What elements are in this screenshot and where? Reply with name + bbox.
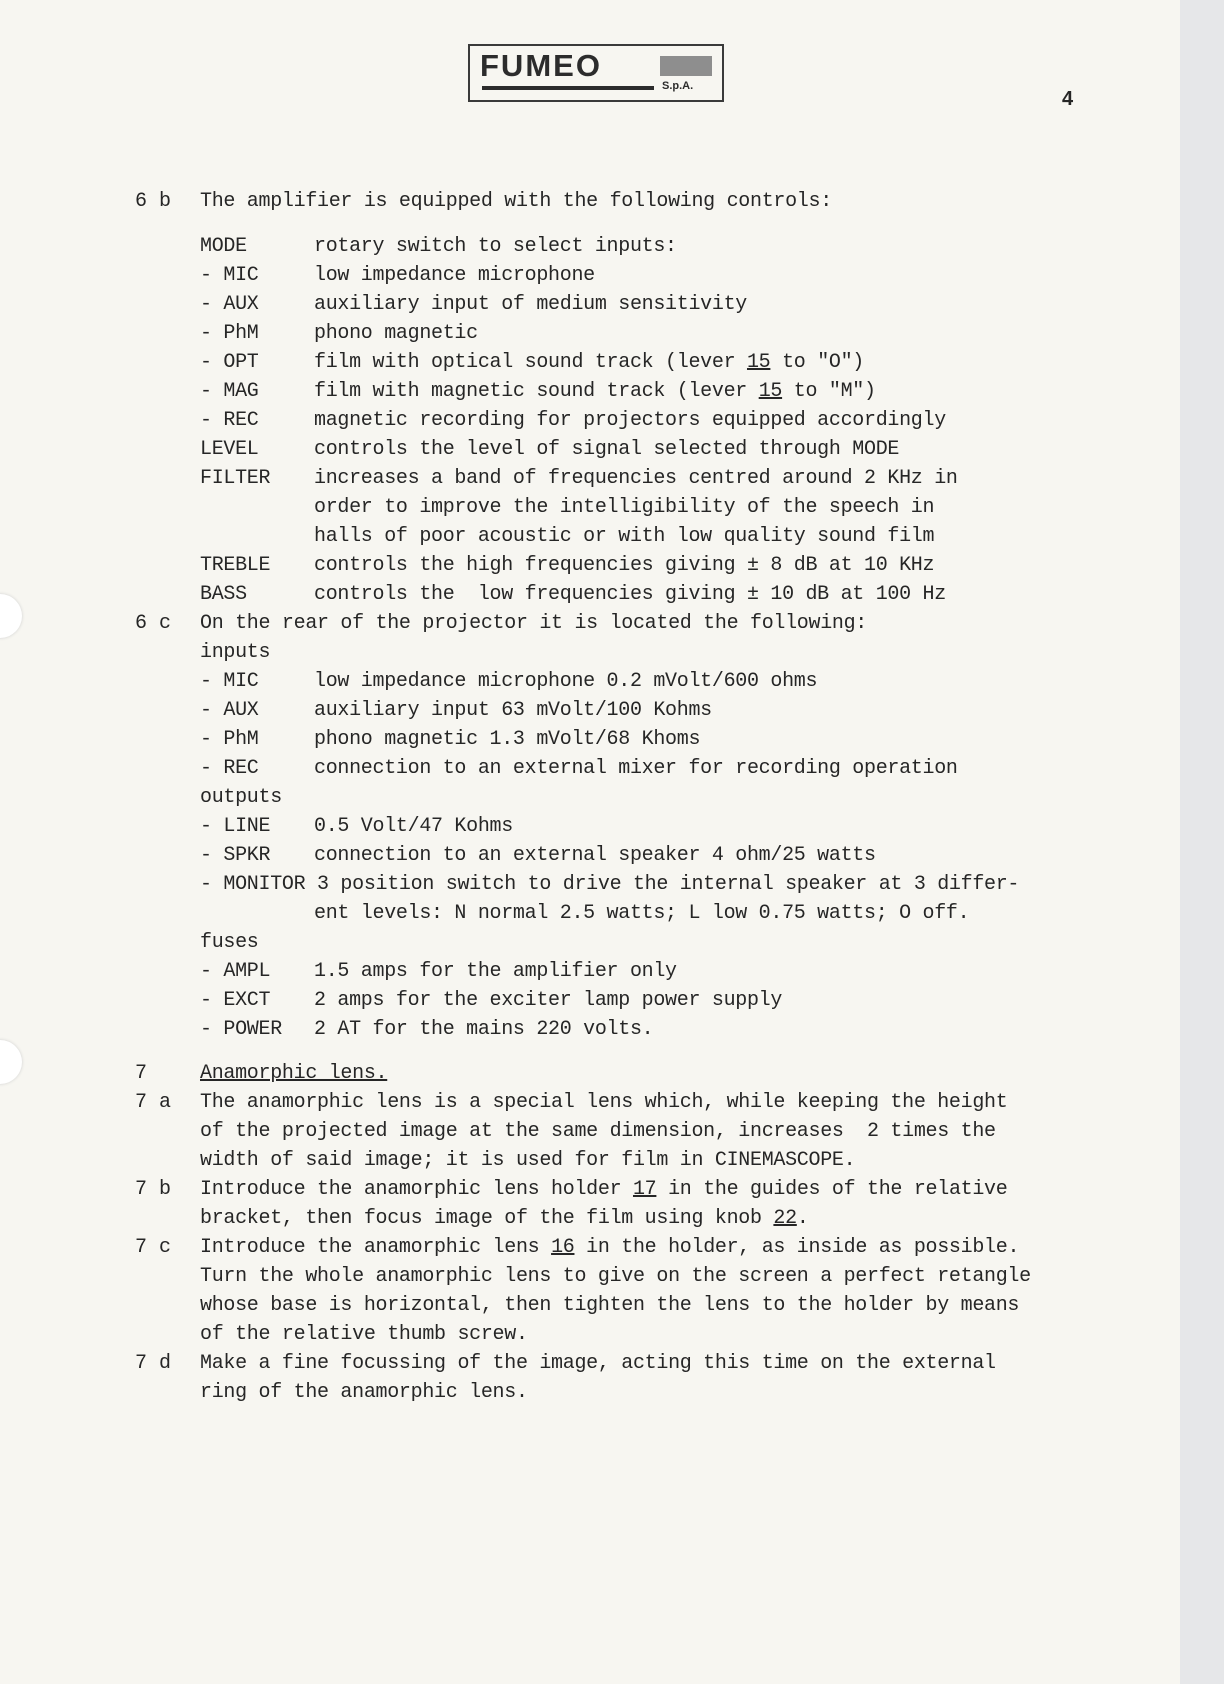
punch-hole-upper	[0, 594, 22, 638]
inputs-heading: inputs	[200, 641, 271, 664]
fuse-label-exct: - EXCT	[200, 989, 271, 1012]
input-label-aux: - AUX	[200, 699, 259, 722]
control-desc-treble: controls the high frequencies giving ± 8 dB at 10 KHz	[314, 554, 935, 577]
control-label-mode: MODE	[200, 235, 247, 258]
control-desc-aux: auxiliary input of medium sensitivity	[314, 293, 747, 316]
section-7b-line-2-end: .	[796, 1207, 809, 1230]
section-7d-line-1: Make a fine focussing of the image, acting this time on the external	[200, 1352, 996, 1375]
logo-suffix: S.p.A.	[662, 80, 694, 92]
section-7-title: Anamorphic lens.	[200, 1062, 388, 1085]
section-7c-number: 7 c	[135, 1236, 172, 1259]
output-label-line: - LINE	[200, 815, 271, 838]
section-7b-number: 7 b	[135, 1178, 172, 1201]
section-6c-intro: On the rear of the projector it is located the following:	[200, 612, 868, 635]
control-desc-phm: phono magnetic	[314, 322, 478, 345]
knob-ref: 22	[773, 1207, 797, 1230]
section-7b-line-1-end: in the guides of the relative	[656, 1178, 1008, 1201]
logo-block-mark	[660, 56, 712, 76]
control-label-opt: - OPT	[200, 351, 259, 374]
mag-desc-start: film with magnetic sound track (lever	[314, 380, 759, 403]
output-monitor-line-1: - MONITOR 3 position switch to drive the internal speaker at 3 differ-	[200, 873, 1020, 896]
input-desc-rec: connection to an external mixer for recording operation	[314, 757, 958, 780]
section-7b-line-2-start: bracket, then focus image of the film using knob	[200, 1207, 774, 1230]
section-7a-line-2: of the projected image at the same dimension, increases 2 times the	[200, 1120, 996, 1143]
logo-underline-bar	[482, 86, 654, 90]
control-label-treble: TREBLE	[200, 554, 271, 577]
fuse-desc-power: 2 AT for the mains 220 volts.	[314, 1018, 654, 1041]
input-label-rec: - REC	[200, 757, 259, 780]
fuse-desc-ampl: 1.5 amps for the amplifier only	[314, 960, 677, 983]
section-6b-number: 6 b	[135, 190, 172, 213]
fuse-label-ampl: - AMPL	[200, 960, 271, 983]
outputs-heading: outputs	[200, 786, 282, 809]
control-desc-filter-1: increases a band of frequencies centred around 2 KHz in	[314, 467, 958, 490]
section-7c-line-1-end: in the holder, as inside as possible.	[574, 1236, 1020, 1259]
control-label-phm: - PhM	[200, 322, 259, 345]
control-desc-mic: low impedance microphone	[314, 264, 595, 287]
control-label-mic: - MIC	[200, 264, 259, 287]
opt-desc-start: film with optical sound track (lever	[314, 351, 747, 374]
mag-lever-ref: 15	[758, 380, 783, 403]
section-7a-line-1: The anamorphic lens is a special lens which, while keeping the height	[200, 1091, 1008, 1114]
control-desc-mode: rotary switch to select inputs:	[314, 235, 677, 258]
control-desc-opt	[314, 349, 864, 377]
control-label-rec: - REC	[200, 409, 259, 432]
holder-ref: 17	[632, 1178, 657, 1201]
input-desc-mic: low impedance microphone 0.2 mVolt/600 ohms	[314, 670, 818, 693]
input-label-mic: - MIC	[200, 670, 259, 693]
section-7d-line-2: ring of the anamorphic lens.	[200, 1381, 528, 1404]
control-label-level: LEVEL	[200, 438, 259, 461]
section-7a-line-3: width of said image; it is used for film in CINEMASCOPE.	[200, 1149, 856, 1172]
control-label-mag: - MAG	[200, 380, 259, 403]
section-7c-line-3: whose base is horizontal, then tighten the lens to the holder by means	[200, 1294, 1020, 1317]
control-desc-mag	[314, 378, 876, 406]
control-label-filter: FILTER	[200, 467, 271, 490]
output-desc-line: 0.5 Volt/47 Kohms	[314, 815, 513, 838]
punch-hole-lower	[0, 1040, 22, 1084]
input-desc-aux: auxiliary input 63 mVolt/100 Kohms	[314, 699, 712, 722]
opt-lever-ref: 15	[746, 351, 771, 374]
fuses-heading: fuses	[200, 931, 259, 954]
logo-wordmark: FUMEO	[480, 48, 602, 83]
section-7c-line-1	[200, 1234, 1019, 1262]
input-label-phm: - PhM	[200, 728, 259, 751]
control-desc-bass: controls the low frequencies giving ± 10 dB at 100 Hz	[314, 583, 946, 606]
page-number: 4	[1062, 88, 1074, 110]
section-7-number: 7	[135, 1062, 148, 1085]
section-7c-line-1-start: Introduce the anamorphic lens	[200, 1236, 552, 1259]
section-6c-number: 6 c	[135, 612, 172, 635]
section-7c-line-2: Turn the whole anamorphic lens to give on the screen a perfect retangle	[200, 1265, 1031, 1288]
control-desc-level: controls the level of signal selected through MODE	[314, 438, 900, 461]
page-edge-shadow	[1180, 0, 1224, 1684]
control-desc-filter-2: order to improve the intelligibility of the speech in	[314, 496, 935, 519]
section-7d-number: 7 d	[135, 1352, 172, 1375]
control-desc-filter-3: halls of poor acoustic or with low quality sound film	[314, 525, 935, 548]
company-logo	[468, 44, 724, 102]
section-7b-line-1	[200, 1176, 1007, 1204]
control-label-bass: BASS	[200, 583, 247, 606]
output-label-spkr: - SPKR	[200, 844, 271, 867]
section-7b-line-1-start: Introduce the anamorphic lens holder	[200, 1178, 633, 1201]
section-7c-line-4: of the relative thumb screw.	[200, 1323, 528, 1346]
control-desc-rec: magnetic recording for projectors equipped accordingly	[314, 409, 946, 432]
fuse-desc-exct: 2 amps for the exciter lamp power supply	[314, 989, 783, 1012]
output-monitor-line-2: ent levels: N normal 2.5 watts; L low 0.75 watts; O off.	[314, 902, 970, 925]
section-7a-number: 7 a	[135, 1091, 172, 1114]
input-desc-phm: phono magnetic 1.3 mVolt/68 Khoms	[314, 728, 701, 751]
section-6b-intro: The amplifier is equipped with the following controls:	[200, 190, 832, 213]
opt-desc-end: to "O")	[770, 351, 865, 374]
control-label-aux: - AUX	[200, 293, 259, 316]
output-desc-spkr: connection to an external speaker 4 ohm/25 watts	[314, 844, 876, 867]
mag-desc-end: to "M")	[782, 380, 876, 403]
section-7b-line-2	[200, 1205, 809, 1233]
lens-ref: 16	[551, 1236, 575, 1259]
fuse-label-power: - POWER	[200, 1018, 282, 1041]
